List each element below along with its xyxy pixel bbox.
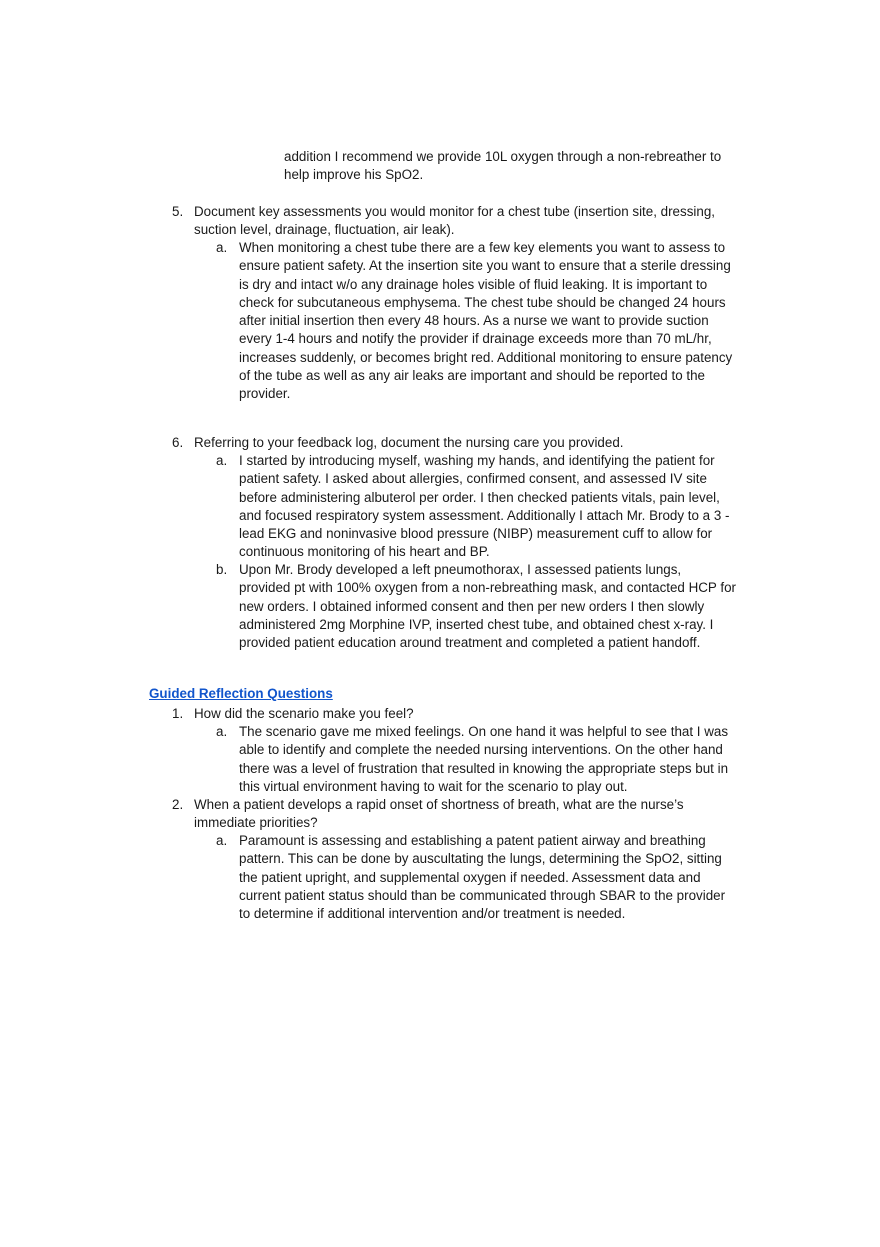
question-text: When a patient develops a rapid onset of shortness of breath, what are the nurse’s immediate priorities? [194, 797, 684, 831]
list-letter: a. [216, 240, 228, 255]
reflection-item-2 [172, 796, 742, 833]
list-number: 6. [172, 435, 184, 450]
answer-6a [216, 452, 736, 562]
question-text: Referring to your feedback log, document the nursing care you provided. [194, 435, 624, 450]
list-letter: b. [216, 562, 228, 577]
reflection-answer-1a [216, 723, 736, 796]
answer-6b [216, 561, 736, 652]
continued-answer-text: addition I recommend we provide 10L oxygen through a non-rebreather to help improve his SpO2. [284, 149, 722, 183]
answer-5a [216, 239, 736, 404]
question-text: How did the scenario make you feel? [194, 706, 414, 721]
list-letter: a. [216, 453, 228, 468]
answer-text: When monitoring a chest tube there are a few key elements you want to assess to ensure patient safety. At the insertion site you want to ensure that a sterile dressing is dry and intact w/o any drainage holes visible of fluid leaking. It is important to check for subcutaneous emphysema. The chest tube should be changed 24 hours after initial insertion then every 48 hours. As a nurse we want to provide suction every 1-4 hours and notify the provider if drainage exceeds more than 70 mL/hr, increases suddenly, or becomes bright red. Additional monitoring to ensure patency of the tube as well as any air leaks are important and should be reported to the provider. [239, 240, 733, 402]
answer-text: Upon Mr. Brody developed a left pneumothorax, I assessed patients lungs, provided pt with 100% oxygen from a non-rebreathing mask, and contacted HCP for new orders. I obtained informed consent and then per new orders I then slowly administered 2mg Morphine IVP, inserted chest tube, and obtained chest x-ray. I provided patient education around treatment and completed a patient handoff. [239, 562, 736, 651]
list-number: 1. [172, 706, 184, 721]
list-number: 5. [172, 204, 184, 219]
list-letter: a. [216, 833, 228, 848]
question-text: Document key assessments you would monitor for a chest tube (insertion site, dressing, suction level, drainage, fluctuation, air leak). [194, 204, 715, 238]
reflection-item-1 [172, 705, 742, 723]
list-number: 2. [172, 797, 184, 812]
list-item-6 [172, 434, 742, 452]
list-item-5 [172, 203, 742, 240]
list-letter: a. [216, 724, 228, 739]
guided-reflection-heading[interactable]: Guided Reflection Questions [149, 686, 333, 701]
reflection-answer-2a [216, 832, 736, 923]
answer-text: I started by introducing myself, washing my hands, and identifying the patient for patient safety. I asked about allergies, confirmed consent, and assessed IV site before administering albuterol per order. I then checked patients vitals, pain level, and focused respiratory system assessment. Additionally I attach Mr. Brody to a 3 - lead EKG and noninvasive blood pressure (NIBP) measurement cuff to allow for continuous monitoring of his heart and BP. [239, 453, 730, 560]
answer-text: Paramount is assessing and establishing a patent patient airway and breathing pattern. This can be done by auscultating the lungs, determining the SpO2, sitting the patient upright, and supplemental oxygen if needed. Assessment data and current patient status should than be communicated through SBAR to the provider to determine if additional intervention and/or treatment is needed. [239, 833, 726, 922]
answer-text: The scenario gave me mixed feelings. On one hand it was helpful to see that I was able to identify and complete the needed nursing interventions. On the other hand there was a level of frustration that resulted in knowing the appropriate steps but in this virtual environment having to wait for the scenario to play out. [239, 724, 729, 794]
